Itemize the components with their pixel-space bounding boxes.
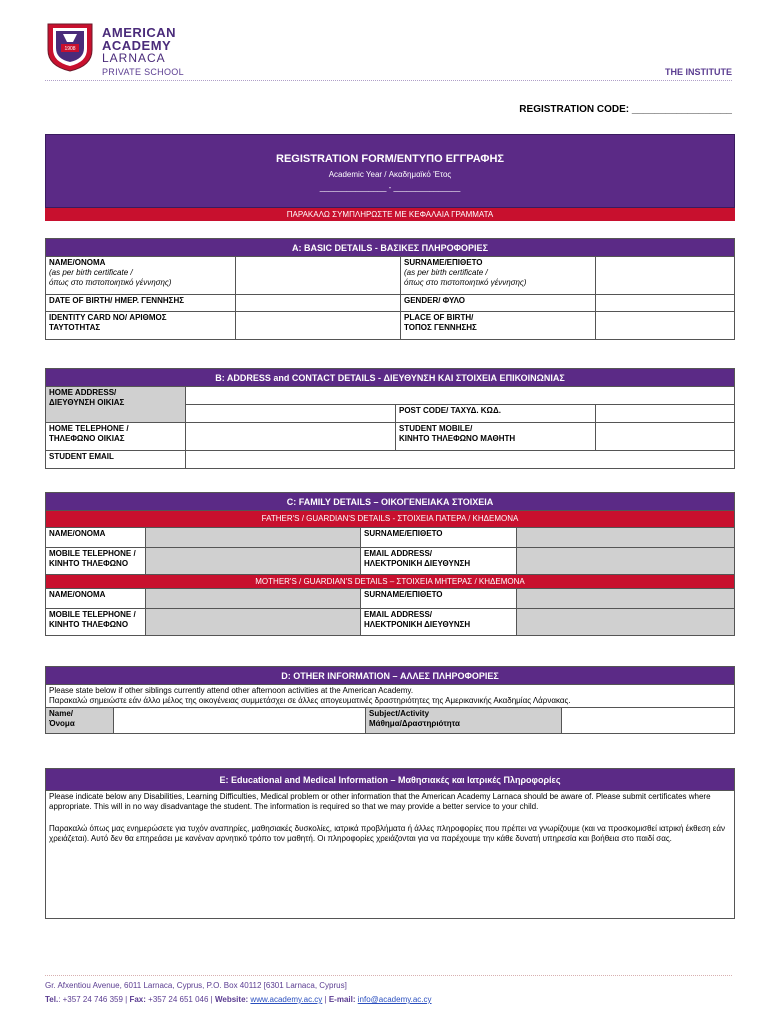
tel-value: : +357 24 746 359 [58, 995, 123, 1004]
home-telephone-input[interactable] [186, 423, 396, 451]
footer-address: Gr. Afxentiou Avenue, 6011 Larnaca, Cyprus, P.O. Box 40112 [6301 Larnaca, Cyprus] [45, 981, 347, 990]
academic-year-field[interactable]: _______________ - _______________ [319, 183, 461, 192]
website-link[interactable]: www.academy.ac.cy [250, 995, 323, 1004]
mother-name-label: NAME/ΟΝΟΜΑ [46, 589, 146, 609]
sibling-name-label: Name/ Όνομα [46, 708, 114, 734]
father-name-label: NAME/ΟΝΟΜΑ [46, 528, 146, 548]
section-d [45, 666, 735, 734]
father-surname-label: SURNAME/ΕΠΙΘΕΤΟ [361, 528, 517, 548]
email-link[interactable]: info@academy.ac.cy [357, 995, 432, 1004]
footer-contact: Tel.: +357 24 746 359 | Fax: +357 24 651 046 | Website: www.academy.ac.cy | E-mail: info@academy.ac.cy [45, 995, 432, 1004]
father-mobile-input[interactable] [146, 548, 361, 575]
home-telephone-label: HOME TELEPHONE / ΤΗΛΕΦΩΝΟ ΟΙΚΙΑΣ [46, 423, 186, 451]
surname-label: SURNAME/ΕΠΙΘΕΤΟ (as per birth certificate / όπως στο πιστοποιητικό γέννησης) [401, 257, 596, 295]
school-crest-logo [45, 20, 95, 77]
surname-input[interactable] [596, 257, 735, 295]
dob-label: DATE OF BIRTH/ ΗΜΕΡ. ΓΕΝΝΗΣΗΣ [46, 295, 236, 312]
mother-email-label: EMAIL ADDRESS/ ΗΛΕΚΤΡΟΝΙΚΗ ΔΙΕΥΘΥΝΣΗ [361, 609, 517, 636]
section-d-heading: D: OTHER INFORMATION – ΑΛΛΕΣ ΠΛΗΡΟΦΟΡΙΕΣ [46, 667, 735, 685]
logo-line-academy: ACADEMY [102, 38, 172, 53]
post-code-label: POST CODE/ ΤΑΧΥΔ. ΚΩΔ. [396, 405, 596, 423]
form-title: REGISTRATION FORM/ΕΝΤΥΠΟ ΕΓΓΡΑΦΗΣ [276, 153, 504, 165]
student-email-input[interactable] [186, 451, 735, 469]
section-b-heading: B: ADDRESS and CONTACT DETAILS - ΔΙΕΥΘΥΝΣΗ ΚΑΙ ΣΤΟΙΧΕΙΑ ΕΠΙΚΟΙΝΩΝΙΑΣ [46, 369, 735, 387]
id-card-input[interactable] [236, 312, 401, 340]
sibling-name-input[interactable] [114, 708, 366, 734]
name-input[interactable] [236, 257, 401, 295]
section-a-heading: A: BASIC DETAILS - ΒΑΣΙΚΕΣ ΠΛΗΡΟΦΟΡΙΕΣ [46, 239, 735, 257]
academic-year-label: Academic Year / Ακαδημαϊκό 'Ετος [328, 170, 452, 179]
student-email-label: STUDENT EMAIL [46, 451, 186, 469]
logo-wordmark [102, 26, 176, 64]
id-card-label: IDENTITY CARD NO/ ΑΡΙΘΜΟΣ ΤΑΥΤΟΤΗΤΑΣ [46, 312, 236, 340]
sibling-activity-input[interactable] [562, 708, 735, 734]
section-d-instructions: Please state below if other siblings currently attend other afternoon activities at the American Academy. Παρακαλώ σημειώστε εάν άλλο μέλος της οικογένειας συμμετάσχει σε άλλες απογευματινές δραστηριότητες της Αμερικανικής Ακαδημίας Λάρνακας. [46, 685, 735, 708]
post-code-input[interactable] [596, 405, 735, 423]
fax-label: Fax: [129, 995, 146, 1004]
father-email-label: EMAIL ADDRESS/ ΗΛΕΚΤΡΟΝΙΚΗ ΔΙΕΥΘΥΝΣΗ [361, 548, 517, 575]
student-mobile-input[interactable] [596, 423, 735, 451]
mother-surname-label: SURNAME/ΕΠΙΘΕΤΟ [361, 589, 517, 609]
section-e [45, 768, 735, 919]
svg-text:1908: 1908 [64, 46, 76, 52]
section-b [45, 368, 735, 469]
name-label: NAME/ΟΝΟΜΑ (as per birth certificate / όπως στο πιστοποιητικό γέννησης) [46, 257, 236, 295]
caps-notice: ΠΑΡΑΚΑΛΩ ΣΥΜΠΛΗΡΩΣΤΕ ΜΕ ΚΕΦΑΛΑΙΑ ΓΡΑΜΜΑΤΑ [45, 208, 735, 221]
logo-line-american: AMERICAN [102, 25, 177, 40]
gender-label: GENDER/ ΦΥΛΟ [401, 295, 596, 312]
section-c-heading: C: FAMILY DETAILS – ΟΙΚΟΓΕΝΕΙΑΚΑ ΣΤΟΙΧΕΙΑ [46, 493, 735, 511]
mother-email-input[interactable] [517, 609, 735, 636]
tel-label: Tel. [45, 995, 59, 1004]
institute-label: THE INSTITUTE [665, 67, 732, 77]
father-email-input[interactable] [517, 548, 735, 575]
website-label: Website: [214, 995, 249, 1004]
mother-heading: MOTHER'S / GUARDIAN'S DETAILS – ΣΤΟΙΧΕΙΑ ΜΗΤΕΡΑΣ / ΚΗΔΕΜΟΝΑ [46, 575, 735, 589]
mother-surname-input[interactable] [517, 589, 735, 609]
private-school-label: PRIVATE SCHOOL [102, 67, 184, 77]
father-name-input[interactable] [146, 528, 361, 548]
student-mobile-label: STUDENT MOBILE/ ΚΙΝΗΤΟ ΤΗΛΕΦΩΝΟ ΜΑΘΗΤΗ [396, 423, 596, 451]
fax-value: +357 24 651 046 [148, 995, 209, 1004]
section-a [45, 238, 735, 340]
section-e-instructions[interactable]: Please indicate below any Disabilities, Learning Difficulties, Medical problem or other information that the American Academy Larnaca should be aware of. Please submit certificates where appropriate. This will in no way disadvantage the student. The information is required so that we may provide a better service to your child. Παρακαλώ όπως μας ενημερώσετε για τυχόν αναπηρίες, μαθησιακές δυσκολίες, ιατρικά προβλήματα ή άλλες πληροφορίες που πρέπει να γνωρίζουμε (και να προσκομισθεί ιατρική έκθεση εάν χρειάζεται). Αυτό δεν θα επηρεάσει με κανέναν αρνητικό τρόπο τον μαθητή. Οι πληροφορίες χρειάζονται για να παρέχουμε την κάθε δυνατή υπηρεσία και βοήθεια στο παιδί σας. [46, 791, 735, 919]
home-address-input-2[interactable] [186, 405, 396, 423]
mother-mobile-label: MOBILE TELEPHONE / ΚΙΝΗΤΟ ΤΗΛΕΦΩΝΟ [46, 609, 146, 636]
place-of-birth-label: PLACE OF BIRTH/ ΤΟΠΟΣ ΓΕΝΝΗΣΗΣ [401, 312, 596, 340]
father-heading: FATHER'S / GUARDIAN'S DETAILS - ΣΤΟΙΧΕΙΑ ΠΑΤΕΡΑ / ΚΗΔΕΜΟΝΑ [46, 511, 735, 528]
section-c [45, 492, 735, 636]
section-e-heading: E: Educational and Medical Information – Μαθησιακές και Ιατρικές Πληροφορίες [46, 769, 735, 791]
registration-code-field[interactable]: REGISTRATION CODE: __________________ [519, 104, 732, 115]
home-address-input[interactable] [186, 387, 735, 405]
footer-divider [45, 975, 732, 976]
sibling-activity-label: Subject/Activity Μάθημα/Δραστηριότητα [366, 708, 562, 734]
gender-input[interactable] [596, 295, 735, 312]
father-mobile-label: MOBILE TELEPHONE / ΚΙΝΗΤΟ ΤΗΛΕΦΩΝΟ [46, 548, 146, 575]
father-surname-input[interactable] [517, 528, 735, 548]
mother-name-input[interactable] [146, 589, 361, 609]
header-divider [45, 80, 732, 81]
dob-input[interactable] [236, 295, 401, 312]
form-title-block [45, 134, 735, 208]
place-of-birth-input[interactable] [596, 312, 735, 340]
mother-mobile-input[interactable] [146, 609, 361, 636]
home-address-label: HOME ADDRESS/ ΔΙΕΥΘΥΝΣΗ ΟΙΚΙΑΣ [46, 387, 186, 423]
email-label: E-mail: [328, 995, 356, 1004]
logo-line-larnaca: LARNACA [102, 51, 166, 65]
